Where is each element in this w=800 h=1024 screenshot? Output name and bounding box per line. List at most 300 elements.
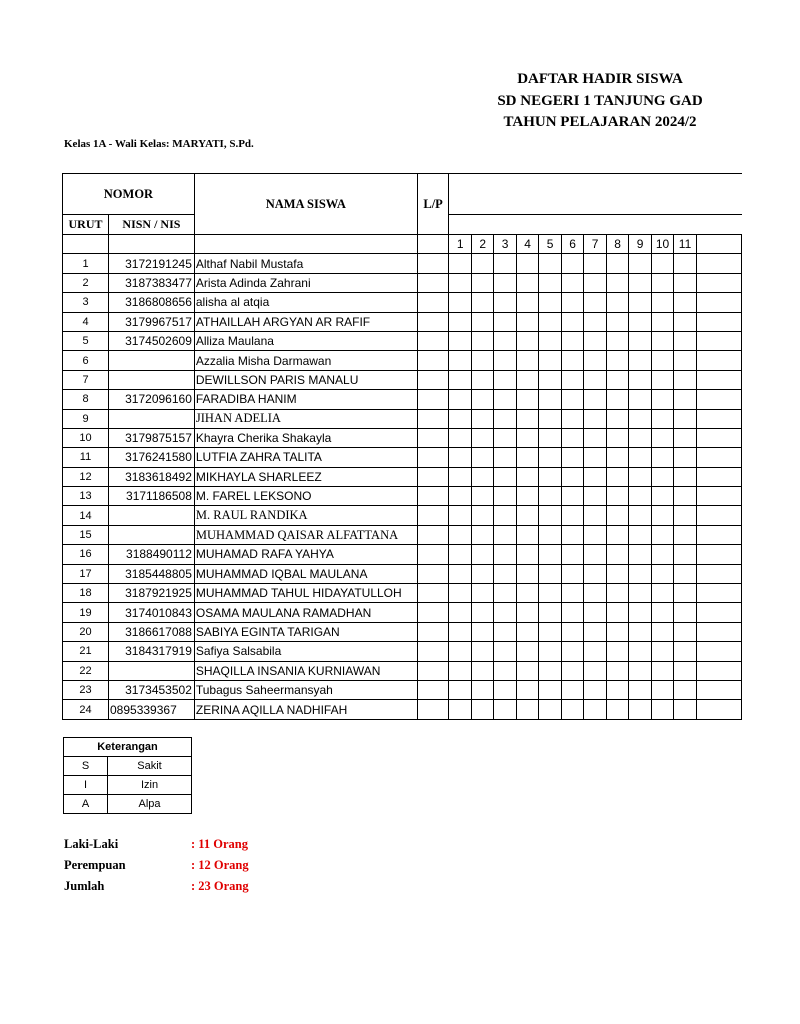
attendance-cell — [696, 428, 741, 447]
attendance-cell — [561, 273, 583, 292]
attendance-cell — [584, 273, 606, 292]
attendance-cell — [471, 467, 493, 486]
attendance-cell — [471, 622, 493, 641]
table-row — [63, 545, 742, 564]
attendance-cell — [516, 370, 538, 389]
attendance-cell — [449, 661, 471, 680]
summary-laki-laki — [64, 837, 248, 852]
summary-label: Perempuan — [64, 858, 126, 872]
attendance-cell — [606, 603, 628, 622]
attendance-cell — [696, 409, 741, 428]
attendance-cell — [674, 390, 696, 409]
table-row — [63, 700, 742, 719]
school-name: SD NEGERI 1 TANJUNG GAD — [497, 93, 703, 109]
attendance-cell — [561, 642, 583, 661]
attendance-cell — [606, 467, 628, 486]
attendance-cell — [471, 428, 493, 447]
table-row — [63, 331, 742, 350]
student-nisn — [109, 351, 195, 370]
attendance-cell — [449, 428, 471, 447]
student-name: SHAQILLA INSANIA KURNIAWAN — [194, 661, 417, 680]
attendance-cell — [606, 254, 628, 273]
student-lp — [417, 506, 449, 525]
attendance-cell — [539, 273, 561, 292]
attendance-cell — [471, 564, 493, 583]
attendance-cell — [674, 603, 696, 622]
attendance-cell — [584, 603, 606, 622]
student-nisn — [109, 661, 195, 680]
attendance-cell — [584, 293, 606, 312]
attendance-cell — [629, 487, 651, 506]
attendance-cell — [471, 409, 493, 428]
student-name: OSAMA MAULANA RAMADHAN — [194, 603, 417, 622]
attendance-cell — [651, 564, 673, 583]
attendance-cell — [629, 545, 651, 564]
attendance-cell — [561, 506, 583, 525]
student-lp — [417, 390, 449, 409]
summary-value: : 12 Orang — [191, 858, 249, 872]
attendance-cell — [606, 312, 628, 331]
attendance-cell — [494, 506, 516, 525]
attendance-cell — [471, 642, 493, 661]
attendance-cell — [696, 564, 741, 583]
header-nomor: NOMOR — [63, 174, 195, 215]
attendance-cell — [449, 680, 471, 699]
student-name: Khayra Cherika Shakayla — [194, 428, 417, 447]
attendance-cell — [674, 448, 696, 467]
attendance-cell — [651, 254, 673, 273]
student-nisn: 3176241580 — [109, 448, 195, 467]
attendance-cell — [629, 584, 651, 603]
student-lp — [417, 564, 449, 583]
day-header-11: 11 — [674, 235, 696, 254]
attendance-cell — [651, 467, 673, 486]
day-row-nisn-blank — [109, 235, 195, 254]
attendance-cell — [584, 700, 606, 719]
attendance-cell — [471, 525, 493, 544]
attendance-cell — [539, 506, 561, 525]
student-nisn — [109, 370, 195, 389]
table-row — [63, 448, 742, 467]
attendance-cell — [516, 603, 538, 622]
student-nisn: 3187921925 — [109, 584, 195, 603]
student-urut: 10 — [63, 428, 109, 447]
attendance-cell — [629, 661, 651, 680]
attendance-cell — [674, 254, 696, 273]
student-lp — [417, 661, 449, 680]
attendance-cell — [674, 409, 696, 428]
student-name: MUHAMMAD QAISAR ALFATTANA — [194, 525, 417, 544]
attendance-cell — [449, 254, 471, 273]
attendance-cell — [606, 506, 628, 525]
attendance-cell — [606, 584, 628, 603]
header-days-band — [449, 174, 742, 215]
day-header-1: 1 — [449, 235, 471, 254]
attendance-cell — [651, 428, 673, 447]
attendance-cell — [471, 487, 493, 506]
attendance-cell — [674, 370, 696, 389]
header-nama-siswa: NAMA SISWA — [194, 174, 417, 235]
attendance-cell — [471, 273, 493, 292]
attendance-cell — [494, 331, 516, 350]
student-urut: 2 — [63, 273, 109, 292]
student-urut: 7 — [63, 370, 109, 389]
attendance-cell — [449, 545, 471, 564]
attendance-cell — [539, 351, 561, 370]
student-nisn: 3171186508 — [109, 487, 195, 506]
attendance-cell — [606, 700, 628, 719]
attendance-cell — [629, 564, 651, 583]
day-header-10: 10 — [651, 235, 673, 254]
attendance-cell — [674, 564, 696, 583]
student-name: LUTFIA ZAHRA TALITA — [194, 448, 417, 467]
attendance-cell — [471, 584, 493, 603]
attendance-cell — [651, 525, 673, 544]
student-nisn: 3174010843 — [109, 603, 195, 622]
attendance-cell — [471, 680, 493, 699]
attendance-cell — [449, 409, 471, 428]
attendance-cell — [584, 254, 606, 273]
attendance-cell — [696, 700, 741, 719]
legend-code: A — [64, 795, 108, 814]
attendance-cell — [584, 525, 606, 544]
attendance-cell — [629, 525, 651, 544]
attendance-cell — [561, 312, 583, 331]
student-lp — [417, 409, 449, 428]
table-row — [63, 351, 742, 370]
student-nisn: 3179875157 — [109, 428, 195, 447]
attendance-cell — [516, 680, 538, 699]
table-row — [63, 642, 742, 661]
student-name: DEWILLSON PARIS MANALU — [194, 370, 417, 389]
student-lp — [417, 351, 449, 370]
student-name: FARADIBA HANIM — [194, 390, 417, 409]
attendance-cell — [674, 545, 696, 564]
attendance-cell — [606, 293, 628, 312]
attendance-cell — [494, 293, 516, 312]
attendance-cell — [561, 467, 583, 486]
student-nisn — [109, 525, 195, 544]
attendance-cell — [696, 293, 741, 312]
student-urut: 22 — [63, 661, 109, 680]
student-nisn: 3183618492 — [109, 467, 195, 486]
attendance-cell — [674, 622, 696, 641]
attendance-cell — [561, 331, 583, 350]
student-lp — [417, 680, 449, 699]
student-lp — [417, 545, 449, 564]
legend-box — [63, 737, 192, 814]
student-nisn: 3174502609 — [109, 331, 195, 350]
attendance-cell — [629, 370, 651, 389]
header-nisn: NISN / NIS — [109, 215, 195, 235]
attendance-cell — [696, 603, 741, 622]
student-urut: 13 — [63, 487, 109, 506]
student-nisn — [109, 506, 195, 525]
attendance-cell — [561, 680, 583, 699]
attendance-cell — [449, 642, 471, 661]
attendance-cell — [539, 293, 561, 312]
attendance-cell — [674, 642, 696, 661]
attendance-cell — [674, 525, 696, 544]
day-row-nama-blank — [194, 235, 417, 254]
legend-label: Izin — [108, 776, 192, 795]
student-urut: 19 — [63, 603, 109, 622]
attendance-cell — [516, 409, 538, 428]
student-urut: 5 — [63, 331, 109, 350]
attendance-cell — [516, 525, 538, 544]
attendance-cell — [561, 584, 583, 603]
attendance-cell — [516, 254, 538, 273]
student-urut: 3 — [63, 293, 109, 312]
attendance-cell — [651, 331, 673, 350]
attendance-cell — [696, 254, 741, 273]
attendance-cell — [471, 370, 493, 389]
student-nisn: 3172096160 — [109, 390, 195, 409]
attendance-cell — [674, 700, 696, 719]
attendance-cell — [584, 661, 606, 680]
attendance-cell — [651, 487, 673, 506]
student-name: MUHAMMAD IQBAL MAULANA — [194, 564, 417, 583]
table-row — [63, 254, 742, 273]
attendance-cell — [696, 545, 741, 564]
attendance-cell — [471, 254, 493, 273]
attendance-cell — [584, 312, 606, 331]
attendance-cell — [629, 428, 651, 447]
student-nisn: 3186617088 — [109, 622, 195, 641]
header-urut: URUT — [63, 215, 109, 235]
attendance-cell — [606, 680, 628, 699]
student-name: ZERINA AQILLA NADHIFAH — [194, 700, 417, 719]
attendance-cell — [449, 603, 471, 622]
attendance-cell — [471, 351, 493, 370]
attendance-cell — [584, 428, 606, 447]
student-name: SABIYA EGINTA TARIGAN — [194, 622, 417, 641]
attendance-cell — [494, 622, 516, 641]
attendance-cell — [696, 642, 741, 661]
attendance-cell — [651, 370, 673, 389]
student-urut: 17 — [63, 564, 109, 583]
attendance-table-wrapper — [62, 173, 692, 720]
table-row — [63, 603, 742, 622]
attendance-cell — [471, 661, 493, 680]
attendance-cell — [494, 273, 516, 292]
attendance-cell — [539, 370, 561, 389]
table-row — [63, 467, 742, 486]
student-urut: 1 — [63, 254, 109, 273]
attendance-cell — [561, 661, 583, 680]
table-row — [63, 506, 742, 525]
attendance-cell — [449, 506, 471, 525]
attendance-cell — [449, 487, 471, 506]
attendance-cell — [629, 506, 651, 525]
attendance-cell — [696, 584, 741, 603]
attendance-cell — [494, 409, 516, 428]
attendance-cell — [674, 293, 696, 312]
attendance-cell — [606, 370, 628, 389]
attendance-cell — [539, 584, 561, 603]
attendance-cell — [674, 487, 696, 506]
attendance-cell — [629, 254, 651, 273]
table-row — [63, 293, 742, 312]
student-nisn: 3173453502 — [109, 680, 195, 699]
attendance-cell — [606, 448, 628, 467]
attendance-cell — [494, 428, 516, 447]
attendance-cell — [471, 312, 493, 331]
student-urut: 20 — [63, 622, 109, 641]
attendance-cell — [629, 700, 651, 719]
attendance-cell — [651, 293, 673, 312]
attendance-cell — [674, 331, 696, 350]
attendance-cell — [651, 661, 673, 680]
attendance-cell — [651, 506, 673, 525]
attendance-cell — [561, 622, 583, 641]
day-header-overflow — [696, 235, 741, 254]
attendance-cell — [651, 603, 673, 622]
attendance-cell — [674, 273, 696, 292]
day-header-8: 8 — [606, 235, 628, 254]
attendance-cell — [539, 622, 561, 641]
attendance-cell — [674, 428, 696, 447]
attendance-cell — [584, 545, 606, 564]
student-nisn: 3186808656 — [109, 293, 195, 312]
day-header-9: 9 — [629, 235, 651, 254]
attendance-cell — [629, 448, 651, 467]
attendance-cell — [651, 642, 673, 661]
attendance-cell — [606, 661, 628, 680]
academic-year: TAHUN PELAJARAN 2024/2 — [503, 114, 697, 130]
table-row — [63, 428, 742, 447]
attendance-cell — [494, 603, 516, 622]
attendance-cell — [696, 525, 741, 544]
attendance-cell — [584, 564, 606, 583]
attendance-cell — [471, 390, 493, 409]
attendance-cell — [539, 642, 561, 661]
student-urut: 14 — [63, 506, 109, 525]
attendance-cell — [696, 351, 741, 370]
attendance-cell — [539, 409, 561, 428]
student-lp — [417, 273, 449, 292]
student-name: Alliza Maulana — [194, 331, 417, 350]
attendance-cell — [494, 487, 516, 506]
attendance-cell — [584, 467, 606, 486]
student-urut: 4 — [63, 312, 109, 331]
attendance-cell — [629, 293, 651, 312]
attendance-cell — [561, 448, 583, 467]
attendance-cell — [539, 680, 561, 699]
attendance-cell — [651, 312, 673, 331]
attendance-cell — [449, 390, 471, 409]
attendance-cell — [516, 467, 538, 486]
attendance-cell — [471, 603, 493, 622]
attendance-cell — [539, 312, 561, 331]
attendance-cell — [696, 622, 741, 641]
student-nisn: 3184317919 — [109, 642, 195, 661]
student-lp — [417, 584, 449, 603]
student-urut: 21 — [63, 642, 109, 661]
student-name: MUHAMMAD TAHUL HIDAYATULLOH — [194, 584, 417, 603]
student-urut: 12 — [63, 467, 109, 486]
attendance-cell — [674, 506, 696, 525]
attendance-cell — [449, 467, 471, 486]
sheet-title: DAFTAR HADIR SISWA — [517, 71, 683, 87]
legend-title: Keterangan — [64, 738, 192, 757]
attendance-cell — [561, 293, 583, 312]
attendance-cell — [494, 254, 516, 273]
attendance-cell — [606, 487, 628, 506]
student-urut: 6 — [63, 351, 109, 370]
attendance-cell — [606, 545, 628, 564]
day-header-3: 3 — [494, 235, 516, 254]
attendance-cell — [561, 254, 583, 273]
attendance-cell — [629, 467, 651, 486]
attendance-cell — [539, 467, 561, 486]
attendance-cell — [494, 370, 516, 389]
summary-jumlah — [64, 879, 249, 894]
attendance-cell — [606, 273, 628, 292]
student-lp — [417, 487, 449, 506]
day-header-6: 6 — [561, 235, 583, 254]
attendance-cell — [629, 390, 651, 409]
attendance-cell — [584, 409, 606, 428]
attendance-cell — [449, 584, 471, 603]
attendance-cell — [651, 409, 673, 428]
attendance-cell — [494, 525, 516, 544]
attendance-cell — [494, 680, 516, 699]
legend-table — [63, 737, 192, 814]
attendance-cell — [629, 603, 651, 622]
student-urut: 9 — [63, 409, 109, 428]
attendance-cell — [584, 584, 606, 603]
student-nisn: 0895339367 — [109, 700, 195, 719]
attendance-cell — [674, 312, 696, 331]
attendance-cell — [516, 293, 538, 312]
attendance-cell — [561, 603, 583, 622]
attendance-cell — [539, 545, 561, 564]
attendance-cell — [674, 467, 696, 486]
attendance-cell — [584, 331, 606, 350]
attendance-cell — [516, 622, 538, 641]
legend-label: Alpa — [108, 795, 192, 814]
attendance-cell — [629, 351, 651, 370]
attendance-cell — [539, 428, 561, 447]
attendance-cell — [696, 390, 741, 409]
attendance-cell — [696, 661, 741, 680]
table-row — [63, 273, 742, 292]
attendance-cell — [606, 428, 628, 447]
student-nisn: 3187383477 — [109, 273, 195, 292]
table-row — [63, 622, 742, 641]
student-lp — [417, 370, 449, 389]
attendance-cell — [516, 351, 538, 370]
day-header-4: 4 — [516, 235, 538, 254]
day-row-urut-blank — [63, 235, 109, 254]
day-header-2: 2 — [471, 235, 493, 254]
attendance-cell — [606, 409, 628, 428]
student-lp — [417, 312, 449, 331]
student-lp — [417, 293, 449, 312]
title-block — [0, 0, 703, 140]
attendance-cell — [516, 642, 538, 661]
attendance-cell — [561, 700, 583, 719]
attendance-cell — [539, 448, 561, 467]
attendance-cell — [494, 584, 516, 603]
student-name: MUHAMAD RAFA YAHYA — [194, 545, 417, 564]
student-urut: 18 — [63, 584, 109, 603]
attendance-cell — [539, 525, 561, 544]
attendance-cell — [696, 370, 741, 389]
table-row — [63, 661, 742, 680]
day-row-lp-blank — [417, 235, 449, 254]
